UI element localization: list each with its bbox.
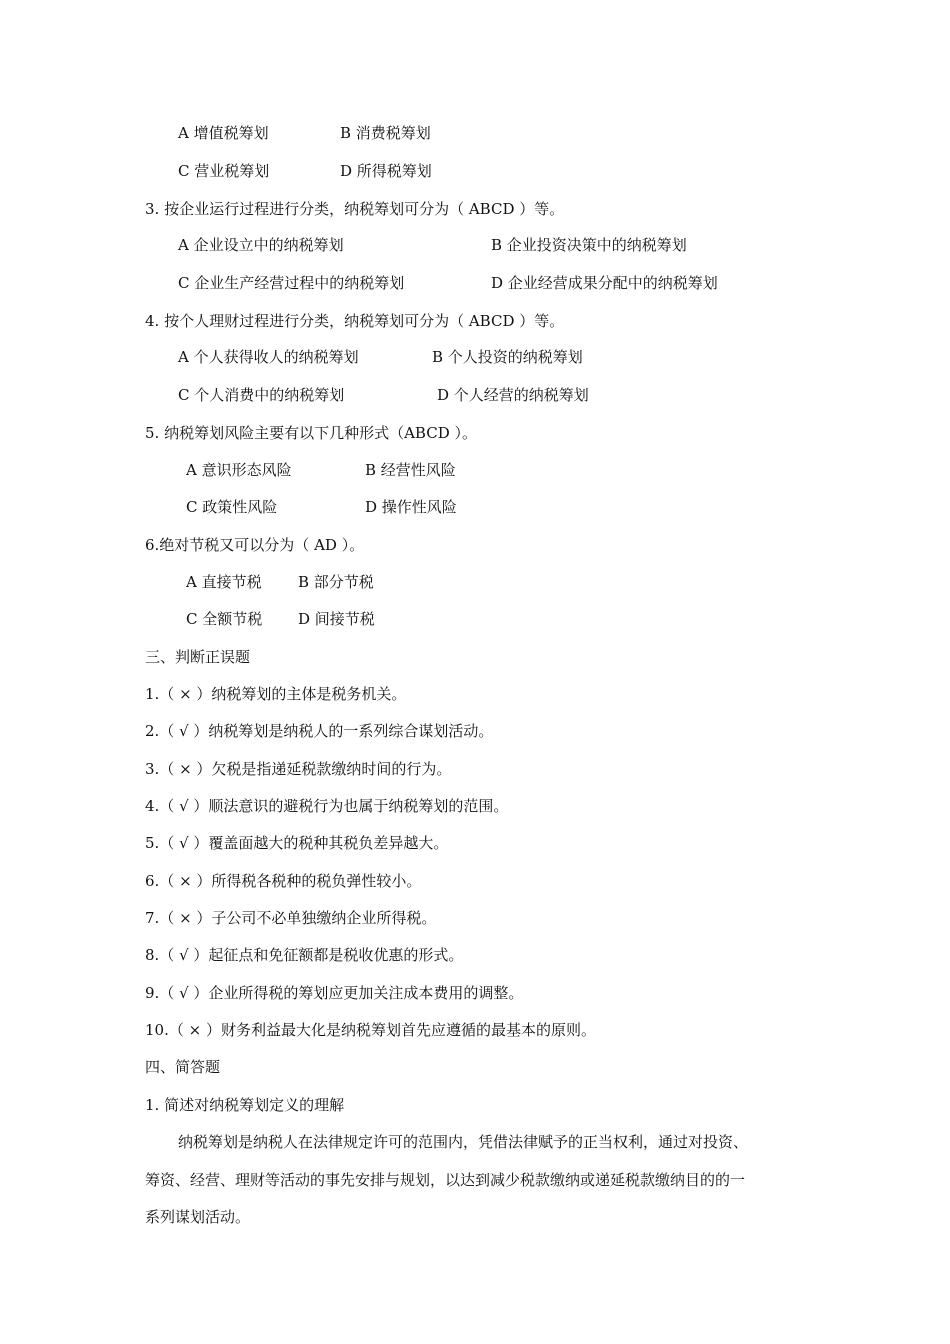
tf-item-4: 4.（ √ ）顺法意识的避税行为也属于纳税筹划的范围。: [145, 797, 509, 815]
q6-stem: 6.绝对节税又可以分为（ AD ）。: [145, 536, 365, 554]
q6-option-d: D 间接节税: [298, 610, 375, 628]
q3-option-c: C 企业生产经营过程中的纳税筹划: [178, 274, 405, 292]
q4-stem: 4. 按个人理财过程进行分类，纳税筹划可分为（ ABCD ）等。: [145, 312, 565, 330]
tf-item-1: 1.（ × ）纳税筹划的主体是税务机关。: [145, 685, 407, 703]
q3-option-b: B 企业投资决策中的纳税筹划: [491, 236, 687, 254]
tf-item-5: 5.（ √ ）覆盖面越大的税种其税负差异越大。: [145, 834, 449, 852]
short-answer-q1-stem: 1. 简述对纳税筹划定义的理解: [145, 1096, 345, 1114]
tf-item-9: 9.（ √ ）企业所得税的筹划应更加关注成本费用的调整。: [145, 984, 524, 1002]
tf-item-7: 7.（ × ）子公司不必单独缴纳企业所得税。: [145, 909, 437, 927]
q6-option-c: C 全额节税: [186, 610, 263, 628]
tf-item-2: 2.（ √ ）纳税筹划是纳税人的一系列综合谋划活动。: [145, 722, 494, 740]
answer-line-1: 纳税筹划是纳税人在法律规定许可的范围内，凭借法律赋予的正当权利，通过对投资、: [178, 1133, 749, 1151]
tf-item-8: 8.（ √ ）起征点和免征额都是税收优惠的形式。: [145, 946, 464, 964]
q3-option-d: D 企业经营成果分配中的纳税筹划: [491, 274, 718, 292]
q6-option-a: A 直接节税: [186, 573, 262, 591]
q2-option-b: B 消费税筹划: [340, 124, 431, 142]
tf-item-10: 10.（ × ）财务利益最大化是纳税筹划首先应遵循的最基本的原则。: [145, 1021, 596, 1039]
tf-item-6: 6.（ × ）所得税各税种的税负弹性较小。: [145, 872, 422, 890]
q5-option-c: C 政策性风险: [186, 498, 278, 516]
q5-option-d: D 操作性风险: [365, 498, 457, 516]
answer-line-2: 筹资、经营、理财等活动的事先安排与规划，以达到减少税款缴纳或递延税款缴纳目的的一: [145, 1171, 746, 1189]
q3-option-a: A 企业设立中的纳税筹划: [178, 236, 344, 254]
q4-option-d: D 个人经营的纳税筹划: [437, 386, 589, 404]
q4-option-a: A 个人获得收人的纳税筹划: [178, 348, 359, 366]
q2-option-a: A 增值税筹划: [178, 124, 269, 142]
q4-option-c: C 个人消费中的纳税筹划: [178, 386, 345, 404]
q3-stem: 3. 按企业运行过程进行分类，纳税筹划可分为（ ABCD ）等。: [145, 200, 565, 218]
answer-line-3: 系列谋划活动。: [145, 1208, 251, 1226]
q6-option-b: B 部分节税: [298, 573, 374, 591]
q5-option-b: B 经营性风险: [365, 461, 456, 479]
tf-item-3: 3.（ × ）欠税是指递延税款缴纳时间的行为。: [145, 760, 452, 778]
q2-option-d: D 所得税筹划: [340, 162, 432, 180]
section-4-title: 四、简答题: [145, 1058, 221, 1076]
section-3-title: 三、判断正误题: [145, 648, 251, 666]
q2-option-c: C 营业税筹划: [178, 162, 270, 180]
q5-option-a: A 意识形态风险: [186, 461, 292, 479]
q4-option-b: B 个人投资的纳税筹划: [432, 348, 583, 366]
q5-stem: 5. 纳税筹划风险主要有以下几种形式（ABCD ）。: [145, 424, 477, 442]
